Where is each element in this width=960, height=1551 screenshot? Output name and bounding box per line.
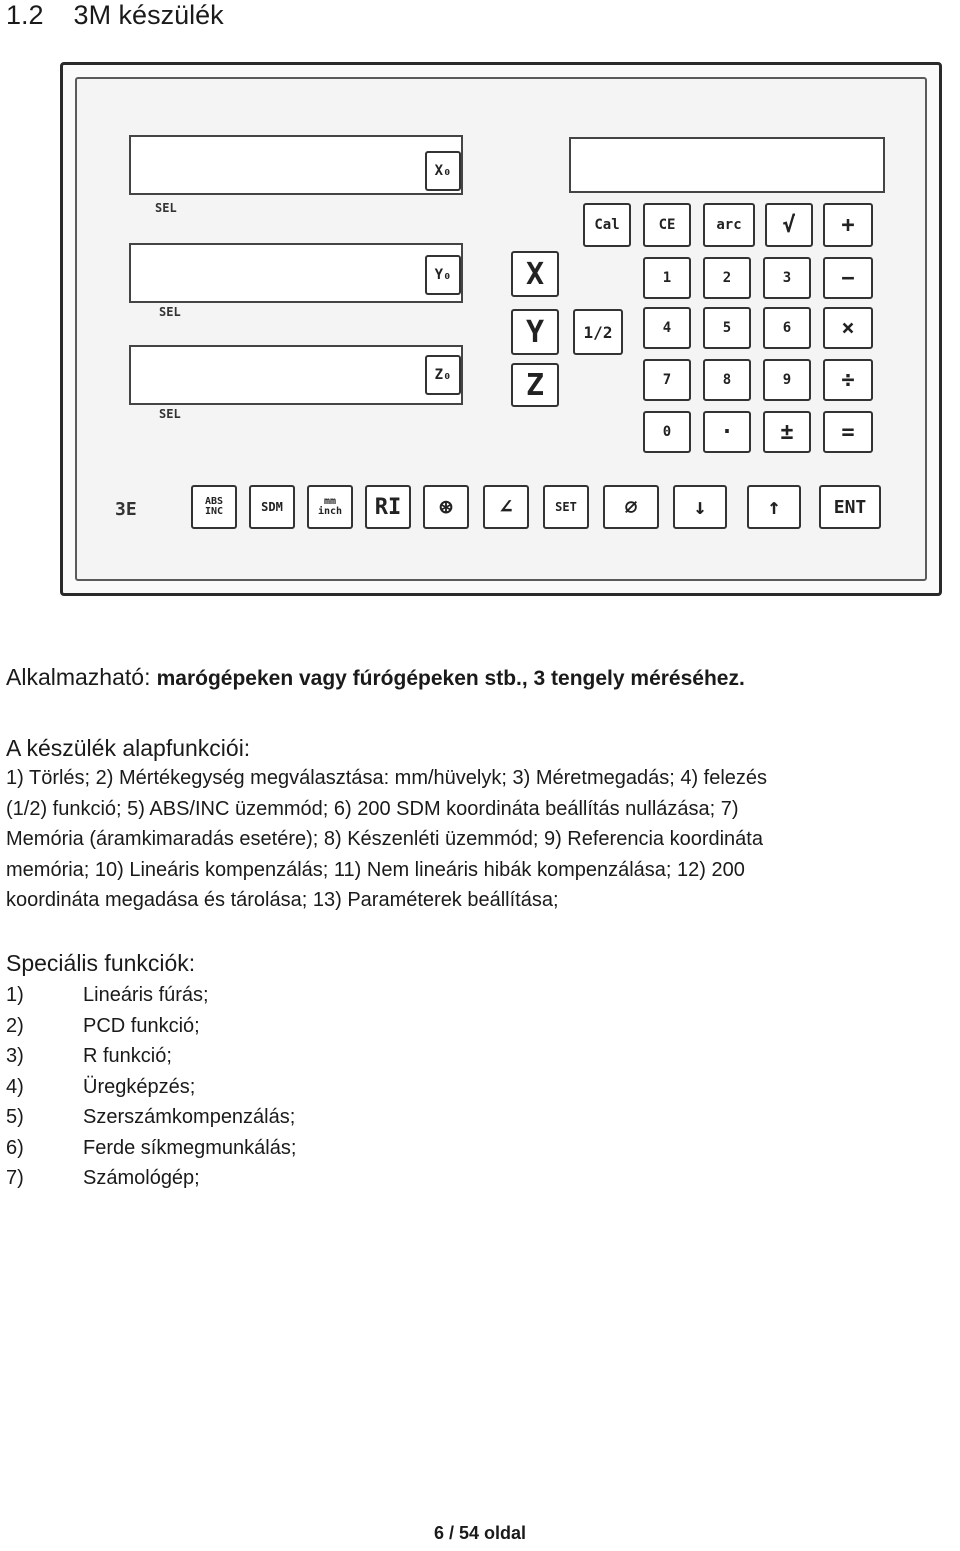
z-display xyxy=(129,345,463,405)
section-heading xyxy=(6,0,224,34)
basic-functions-line: koordináta megadása és tárolása; 13) Paraméterek beállítása; xyxy=(6,889,559,911)
section-title: 3M készülék xyxy=(73,0,224,30)
sdm-key[interactable]: SDM xyxy=(249,485,295,529)
list-item xyxy=(6,1133,952,1164)
z-axis-key[interactable]: Z xyxy=(511,363,559,407)
list-number: 3) xyxy=(6,1045,24,1067)
special-functions-section xyxy=(6,948,952,1194)
list-item xyxy=(6,1163,952,1194)
set-key[interactable]: SET xyxy=(543,485,589,529)
list-item xyxy=(6,1041,952,1072)
sel-label-z: SEL xyxy=(159,407,181,421)
sel-label-x: SEL xyxy=(155,201,177,215)
list-text: Lineáris fúrás; xyxy=(83,984,209,1006)
list-text: Ferde síkmegmunkálás; xyxy=(83,1136,297,1159)
y-zero-key[interactable]: Y₀ xyxy=(425,255,461,295)
x-zero-key[interactable]: X₀ xyxy=(425,151,461,191)
y-display xyxy=(129,243,463,303)
list-item xyxy=(6,1011,952,1042)
basic-functions-line: 1) Törlés; 2) Mértékegység megválasztása: mm/hüvelyk; 3) Méretmegadás; 4) felezés xyxy=(6,767,768,789)
list-text: Üregképzés; xyxy=(83,1075,196,1098)
x-axis-key[interactable]: X xyxy=(511,251,559,297)
list-number: 2) xyxy=(6,1014,24,1037)
pcd-key[interactable]: ⊛ xyxy=(423,485,469,529)
applicable-text: marógépeken vagy fúrógépeken stb., 3 tengely méréséhez. xyxy=(156,667,745,690)
list-item xyxy=(6,1072,952,1103)
enter-key[interactable]: ENT xyxy=(819,485,881,529)
list-number: 1) xyxy=(6,984,24,1006)
tool-key[interactable]: ⌀ xyxy=(603,485,659,529)
digit-0-key[interactable]: 0 xyxy=(643,411,691,453)
list-text: R funkció; xyxy=(83,1045,172,1067)
list-number: 4) xyxy=(6,1075,24,1098)
list-number: 6) xyxy=(6,1136,24,1159)
arc-key[interactable]: arc xyxy=(703,203,755,247)
minus-key[interactable]: − xyxy=(823,257,873,299)
list-text: PCD funkció; xyxy=(83,1014,200,1037)
list-number: 7) xyxy=(6,1167,24,1189)
digit-5-key[interactable]: 5 xyxy=(703,307,751,349)
down-arrow-key[interactable]: ↓ xyxy=(673,485,727,529)
angle-key[interactable]: ∠ xyxy=(483,485,529,529)
half-key[interactable]: 1/2 xyxy=(573,309,623,355)
abs-inc-key[interactable]: ABS INC xyxy=(191,485,237,529)
section-number: 1.2 xyxy=(6,0,44,30)
sel-label-y: SEL xyxy=(159,305,181,319)
model-label: 3E xyxy=(115,499,137,520)
digit-9-key[interactable]: 9 xyxy=(763,359,811,401)
list-text: Szerszámkompenzálás; xyxy=(83,1106,296,1128)
digit-1-key[interactable]: 1 xyxy=(643,257,691,299)
special-functions-title: Speciális funkciók: xyxy=(6,950,196,976)
multiply-key[interactable]: × xyxy=(823,307,873,349)
basic-functions-line: (1/2) funkció; 5) ABS/INC üzemmód; 6) 200 SDM koordináta beállítás nullázása; 7) xyxy=(6,797,739,820)
list-item xyxy=(6,980,952,1011)
calculator-display xyxy=(569,137,885,193)
basic-functions-section xyxy=(6,733,952,916)
cal-key[interactable]: Cal xyxy=(583,203,631,247)
digit-3-key[interactable]: 3 xyxy=(763,257,811,299)
list-text: Számológép; xyxy=(83,1167,200,1189)
plus-minus-key[interactable]: ± xyxy=(763,411,811,453)
plus-key[interactable]: + xyxy=(823,203,873,247)
sqrt-key[interactable]: √ xyxy=(765,203,813,247)
equals-key[interactable]: = xyxy=(823,411,873,453)
x-display xyxy=(129,135,463,195)
digit-7-key[interactable]: 7 xyxy=(643,359,691,401)
y-axis-key[interactable]: Y xyxy=(511,309,559,355)
mm-inch-key[interactable]: mm inch xyxy=(307,485,353,529)
applicable-label: Alkalmazható: xyxy=(6,664,151,690)
ri-key[interactable]: RI xyxy=(365,485,411,529)
up-arrow-key[interactable]: ↑ xyxy=(747,485,801,529)
basic-functions-line: memória; 10) Lineáris kompenzálás; 11) Nem lineáris hibák kompenzálása; 12) 200 xyxy=(6,858,745,881)
basic-functions-line: Memória (áramkimaradás esetére); 8) Készenléti üzemmód; 9) Referencia koordináta xyxy=(6,828,763,850)
decimal-key[interactable]: · xyxy=(703,411,751,453)
divide-key[interactable]: ÷ xyxy=(823,359,873,401)
basic-functions-title: A készülék alapfunkciói: xyxy=(6,735,251,761)
digit-4-key[interactable]: 4 xyxy=(643,307,691,349)
applicable-paragraph xyxy=(6,662,952,695)
digit-2-key[interactable]: 2 xyxy=(703,257,751,299)
device-panel-drawing xyxy=(60,62,942,596)
page-footer: 6 / 54 oldal xyxy=(433,1523,527,1543)
list-number: 5) xyxy=(6,1106,24,1128)
ce-key[interactable]: CE xyxy=(643,203,691,247)
digit-8-key[interactable]: 8 xyxy=(703,359,751,401)
digit-6-key[interactable]: 6 xyxy=(763,307,811,349)
z-zero-key[interactable]: Z₀ xyxy=(425,355,461,395)
list-item xyxy=(6,1102,952,1133)
